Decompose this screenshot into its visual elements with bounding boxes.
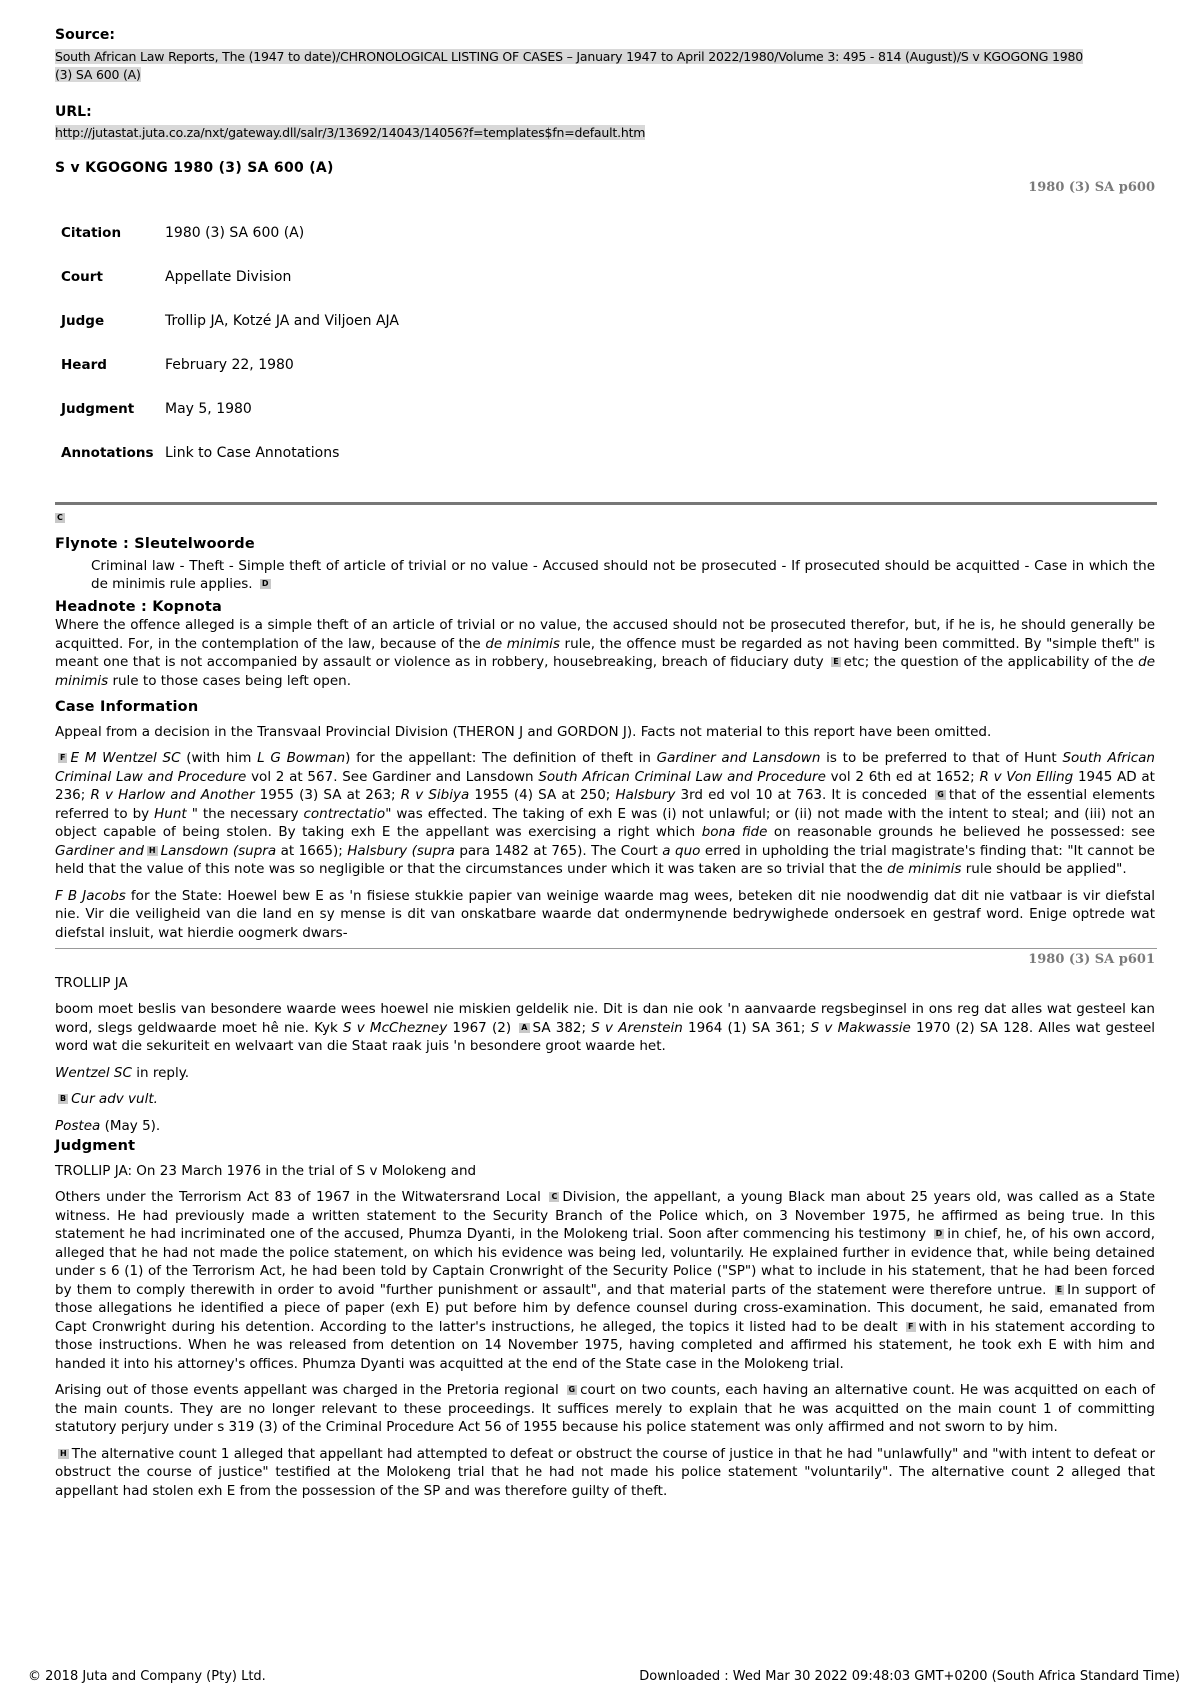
- margin-marker: D: [261, 579, 269, 588]
- case-info-paragraph: Appeal from a decision in the Transvaal Provincial Division (THERON J and GORDON J). Facts not material to this report have been omitted.: [55, 723, 992, 740]
- margin-marker: F: [60, 753, 66, 762]
- judge-running-header: TROLLIP JA: [55, 974, 128, 991]
- margin-marker: H: [148, 845, 156, 855]
- margin-marker: D: [935, 1229, 943, 1238]
- meta-row: [61, 312, 399, 356]
- margin-marker: F: [908, 1321, 914, 1331]
- page-footer: [28, 1668, 1180, 1687]
- meta-row: [61, 444, 399, 488]
- meta-key: Judge: [61, 312, 105, 329]
- margin-marker: C: [551, 1192, 558, 1201]
- meta-row: [61, 268, 399, 312]
- case-meta-table: [61, 224, 399, 488]
- meta-value: 1980 (3) SA 600 (A): [165, 224, 305, 241]
- meta-value: May 5, 1980: [165, 400, 252, 417]
- meta-key: Court: [61, 268, 103, 285]
- counsel-appellant-paragraph: F E M Wentzel SC (with him L G Bowman) for the appellant: The definition of theft in Gardiner and Lansdown is to be preferred to that of Hunt South African Criminal Law and Procedure vol 2 at 567. See Gardiner and Lansdown South African Criminal Law and Procedure vol 2 6th ed at 1652; R v Von Elling 1945 AD at 236; R v Harlow and Another 1955 (3) SA at 263; R v Sibiya 1955 (4) SA at 250; Halsbury 3rd ed vol 10 at 763. It is conceded G that of the essential elements referred to by Hunt " the necessary contrectatio" was effected. The taking of exh E was (i) not unlawful; or (ii) not made with the intent to steal; and (iii) not an object capable of being stolen. By taking exh E the appellant was exercising a right which bona fide on reasonable grounds he believed he possessed: see Gardiner and H Lansdown (supra at 1665); Halsbury (supra para 1482 at 765). The Court a quo erred in upholding the trial magistrate's finding that: "It cannot be held that the value of this note was so negligible or that the circumstances under which it was taken are so trivial that the de minimis rule should be applied".: [55, 750, 1156, 877]
- meta-key: Judgment: [61, 400, 135, 417]
- page-break-rule: [55, 948, 1157, 949]
- document-page: [55, 26, 1155, 1508]
- margin-marker: G: [568, 1385, 576, 1394]
- state-argument-continued: boom moet beslis van besondere waarde wees hoewel nie miskien geldelik nie. Dit is dan nie ook 'n aanvaarde regsbeginsel in ons reg dat alles wat gesteel kan word, slegs geldwaarde moet hê nie. Kyk S v McChezney 1967 (2) A SA 382; S v Arenstein 1964 (1) SA 361; S v Makwassie 1970 (2) SA 128. Alles wat gesteel word wat die sekuriteit en welvaart van die Staat raak juis 'n besondere groot waarde het.: [55, 1001, 1156, 1054]
- meta-key: Citation: [61, 224, 122, 241]
- meta-key: Annotations: [61, 444, 154, 461]
- margin-marker: G: [937, 790, 944, 799]
- margin-marker: H: [60, 1448, 67, 1458]
- counsel-state-paragraph: F B Jacobs for the State: Hoewel bew E as 'n fisiese stukkie papier van weinige waarde mag wees, beteken dit nie noodwendig dat dit nie vatbaar is vir diefstal nie. Vir die veiligheid van die land en sy mense is dit van onskatbare waarde dat ondermynende bedrywighede ondersoek en gestraf word. Enige optrede wat diefstal insluit, wat hierdie oogmerk dwars-: [55, 887, 1155, 941]
- cur-adv-vult-line: B Cur adv vult.: [60, 1091, 158, 1107]
- section-divider: [55, 502, 1157, 505]
- case-title: S v KGOGONG 1980 (3) SA 600 (A): [55, 159, 334, 176]
- download-timestamp: Downloaded : Wed Mar 30 2022 09:48:03 GMT+0200 (South Africa Standard Time): [639, 1669, 1180, 1684]
- annotations-link[interactable]: Link to Case Annotations: [165, 444, 340, 461]
- margin-marker: C: [57, 512, 63, 522]
- meta-row: [61, 400, 399, 444]
- flynote-heading: Flynote : Sleutelwoorde: [55, 536, 255, 552]
- source-label: Source:: [55, 27, 115, 43]
- flynote-text: Criminal law - Theft - Simple theft of article of trivial or no value - Accused should not be prosecuted - If prosecuted should be acquitted - Case in which the de minimis rule applies. D: [91, 557, 1155, 592]
- meta-row: [61, 224, 399, 268]
- source-path: South African Law Reports, The (1947 to date)/CHRONOLOGICAL LISTING OF CASES – January 1947 to April 2022/1980/Volume 3: 495 - 814 (August)/S v KGOGONG 1980 (3) SA 600 (A): [55, 48, 1084, 82]
- postea-line: Postea (May 5).: [55, 1117, 161, 1134]
- case-information-heading: Case Information: [55, 699, 199, 715]
- copyright-text: © 2018 Juta and Company (Pty) Ltd.: [28, 1669, 266, 1684]
- url-link[interactable]: http://jutastat.juta.co.za/nxt/gateway.dll/salr/3/13692/14043/14056?f=templates$fn=default.htm: [55, 125, 646, 140]
- judgment-heading: Judgment: [55, 1138, 136, 1154]
- page-reference: 1980 (3) SA p601: [1028, 952, 1155, 967]
- meta-row: [61, 356, 399, 400]
- headnote-text: Where the offence alleged is a simple theft of an article of trivial or no value, the accused should not be prosecuted therefor, but, if he is, he should generally be acquitted. For, in the contemplation of the law, because of the de minimis rule, the offence must be regarded as not having been committed. By "simple theft" is meant one that is not accompanied by assault or violence as in robbery, housebreaking, breach of fiduciary duty E etc; the question of the applicability of the de minimis rule to those cases being left open.: [55, 617, 1155, 689]
- margin-marker: E: [1056, 1284, 1063, 1294]
- margin-marker: E: [833, 657, 839, 666]
- margin-marker: A: [521, 1022, 528, 1032]
- meta-value: Trollip JA, Kotzé JA and Viljoen AJA: [165, 312, 400, 329]
- meta-value: Appellate Division: [165, 268, 292, 285]
- meta-key: Heard: [61, 356, 107, 373]
- judgment-paragraph: Arising out of those events appellant was charged in the Pretoria regional G court on two counts, each having an alternative count. He was acquitted on each of the main counts. They are no longer relevant to these proceedings. It suffices merely to explain that he was acquitted on the main count 1 of committing statutory perjury under s 319 (3) of the Criminal Procedure Act 56 of 1955 because his police statement was only affirmed and not sworn to by him.: [55, 1382, 1155, 1435]
- page-reference: 1980 (3) SA p600: [1028, 180, 1155, 195]
- judgment-opening: TROLLIP JA: On 23 March 1976 in the trial of S v Molokeng and: [55, 1162, 477, 1179]
- margin-marker: B: [60, 1094, 67, 1103]
- judgment-paragraph: Others under the Terrorism Act 83 of 1967 in the Witwatersrand Local C Division, the appellant, a young Black man about 25 years old, was called as a State witness. He had previously made a written statement to the Security Branch of the Police which, on 3 November 1975, he affirmed as being true. In this statement he had incriminated one of the accused, Phumza Dyanti, in the Molokeng trial. Soon after commencing his testimony D in chief, he, of his own accord, alleged that he had not made the police statement, on which his evidence was being led, voluntarily. He explained further in evidence that, while being detained under s 6 (1) of the Terrorism Act, he had been told by Captain Cronwright of the Security Police ("SP") what to include in his statement, that he had been forced by them to comply therewith in order to avoid "further punishment or assault", and that material parts of the statement were therefore untrue. E In support of those allegations he identified a piece of paper (exh E) put before him by defence counsel during cross-examination. This document, he said, emanated from Capt Cronwright during his detention. According to the latter's instructions, he alleged, the topics it listed had to be dealt F with in his statement according to those instructions. When he was released from detention on 14 November 1975, having completed and affirmed his statement, he took exh E with him and handed it into his attorney's offices. Phumza Dyanti was acquitted at the end of the State case in the Molokeng trial.: [55, 1189, 1156, 1372]
- url-label: URL:: [55, 103, 92, 120]
- meta-value: February 22, 1980: [165, 356, 294, 373]
- headnote-heading: Headnote : Kopnota: [55, 598, 223, 615]
- reply-line: Wentzel SC in reply.: [55, 1064, 190, 1081]
- judgment-paragraph: H The alternative count 1 alleged that appellant had attempted to defeat or obstruct the course of justice in that he had "unlawfully" and "with intent to defeat or obstruct the course of justice" testified at the Molokeng trial that he had not made his police statement "voluntarily". The alternative count 2 alleged that appellant had stolen exh E from the possession of the SP and was therefore guilty of theft.: [55, 1445, 1155, 1499]
